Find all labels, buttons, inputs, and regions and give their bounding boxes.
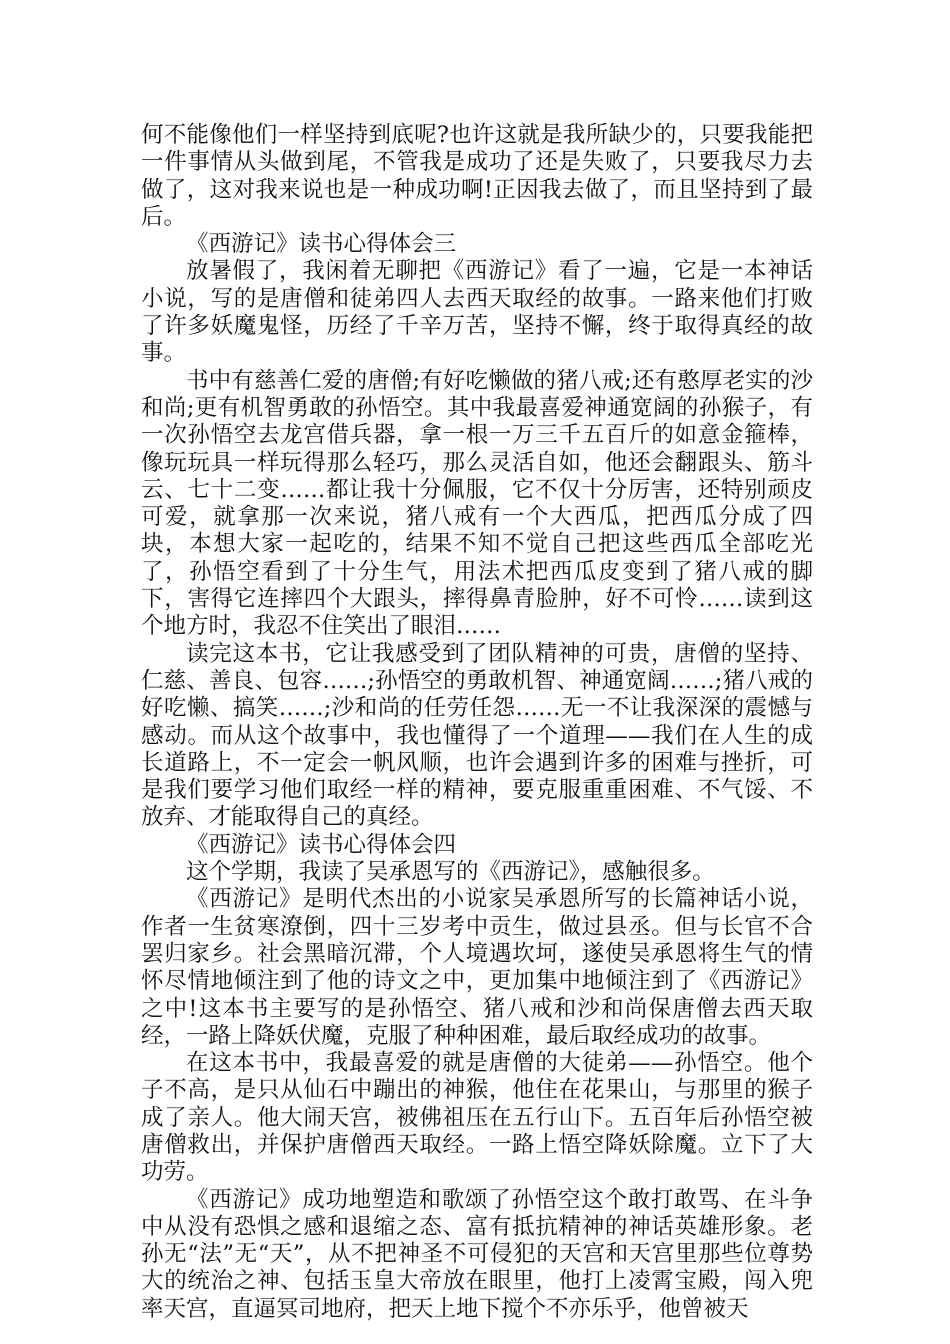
paragraph: 读完这本书，它让我感受到了团队精神的可贵，唐僧的坚持、仁慈、善良、包容……;孙悟空的勇敢机智、神通宽阔……;猪八戒的好吃懒、搞笑……;沙和尚的任劳任怨……无一不让我深深的震憾与感动。而从这个故事中，我也懂得了一个道理——我们在人生的成长道路上，不一定会一帆风顺，也许会遇到许多的困难与挫折，可是我们要学习他们取经一样的精神，要克服重重困难、不气馁、不放弃、才能取得自己的真经。 — [141, 640, 813, 831]
paragraph: 这个学期，我读了吴承恩写的《西游记》，感触很多。 — [186, 859, 715, 886]
paragraph: 在这本书中，我最喜爱的就是唐僧的大徒弟——孙悟空。他个子不高，是只从仙石中蹦出的神猴，他住在花果山，与那里的猴子成了亲人。他大闹天宫，被佛祖压在五行山下。五百年后孙悟空被唐僧救出，并保护唐僧西天取经。一路上悟空降妖除魔。立下了大功劳。 — [141, 1050, 813, 1186]
paragraph: 放暑假了，我闲着无聊把《西游记》看了一遍，它是一本神话小说，写的是唐僧和徒弟四人去西天取经的故事。一路来他们打败了许多妖魔鬼怪，历经了千辛万苦，坚持不懈，终于取得真经的故事。 — [141, 258, 813, 367]
paragraph: 《西游记》是明代杰出的小说家吴承恩所写的长篇神话小说，作者一生贫寒潦倒，四十三岁考中贡生，做过县丞。但与长官不合罢归家乡。社会黑暗沉滞，个人境遇坎坷，遂使吴承恩将生气的情怀尽情地倾注到了他的诗文之中，更加集中地倾注到了《西游记》之中!这本书主要写的是孙悟空、猪八戒和沙和尚保唐僧去西天取经，一路上降妖伏魔，克服了种种困难，最后取经成功的故事。 — [141, 886, 813, 1049]
section-heading: 《西游记》读书心得体会四 — [186, 831, 457, 858]
section-heading: 《西游记》读书心得体会三 — [186, 231, 457, 258]
paragraph: 书中有慈善仁爱的唐僧;有好吃懒做的猪八戒;还有憨厚老实的沙和尚;更有机智勇敢的孙悟空。其中我最喜爱神通宽阔的孙猴子，有一次孙悟空去龙宫借兵器，拿一根一万三千五百斤的如意金箍棒，像玩玩具一样玩得那么轻巧，那么灵活自如，他还会翻跟头、筋斗云、七十二变……都让我十分佩服，它不仅十分厉害，还特别顽皮可爱，就拿那一次来说，猪八戒有一个大西瓜，把西瓜分成了四块，本想大家一起吃的，结果不知不觉自己把这些西瓜全部吃光了，孙悟空看到了十分生气，用法术把西瓜皮变到了猪八戒的脚下，害得它连摔四个大跟头，摔得鼻青脸肿，好不可怜……读到这个地方时，我忍不住笑出了眼泪…… — [141, 367, 813, 640]
paragraph: 何不能像他们一样坚持到底呢?也许这就是我所缺少的，只要我能把一件事情从头做到尾，不管我是成功了还是失败了，只要我尽力去做了，这对我来说也是一种成功啊!正因我去做了，而且坚持到了最后。 — [141, 122, 813, 230]
paragraph: 《西游记》成功地塑造和歌颂了孙悟空这个敢打敢骂、在斗争中从没有恐惧之感和退缩之态、富有抵抗精神的神话英雄形象。老孙无“法”无“天”，从不把神圣不可侵犯的天宫和天宫里那些位尊势大的统治之神、包括玉皇大帝放在眼里，他打上凌霄宝殿，闯入兜率天宫，直逼冥司地府，把天上地下搅个不亦乐乎，他曾被天 — [141, 1186, 813, 1322]
document-body — [141, 122, 813, 1323]
